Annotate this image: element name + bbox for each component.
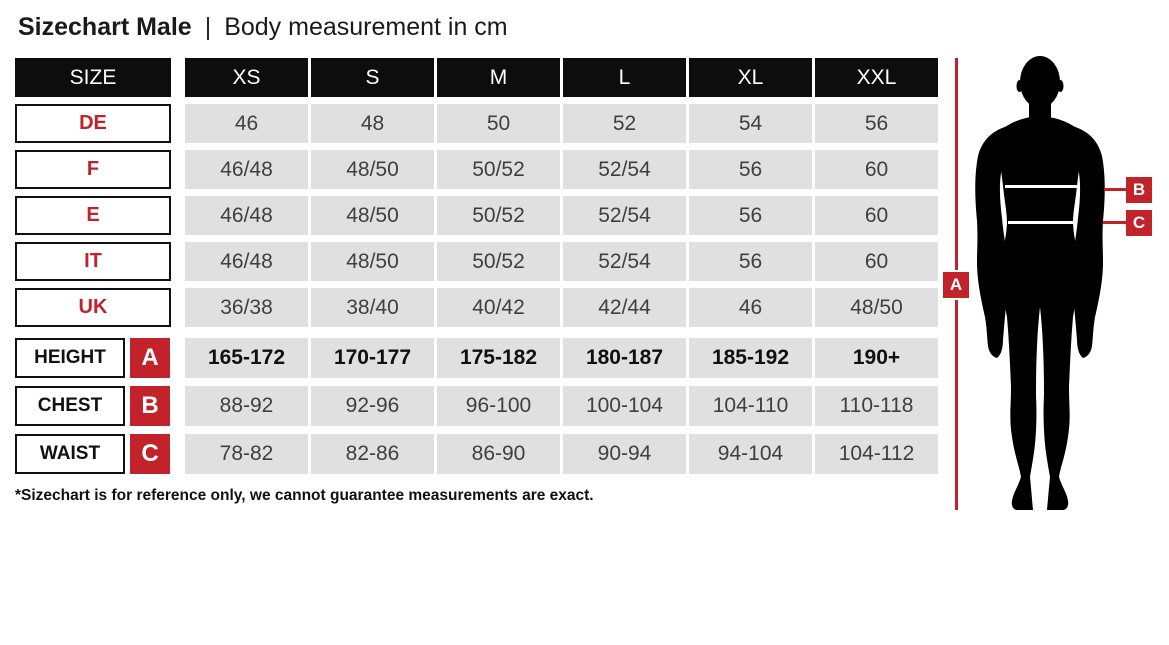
page-title <box>18 13 508 42</box>
silhouette-neck <box>1029 95 1051 119</box>
measure-cell: 104-110 <box>689 386 812 426</box>
header-cell-m: M <box>437 58 560 97</box>
footnote: *Sizechart is for reference only, we cannot guarantee measurements are exact. <box>15 487 594 504</box>
measure-cell: 86-90 <box>437 434 560 474</box>
header-cell-s: S <box>311 58 434 97</box>
size-label-it: IT <box>15 242 171 281</box>
size-cell: 56 <box>689 150 812 189</box>
measure-cell: 100-104 <box>563 386 686 426</box>
measure-rows <box>15 338 938 474</box>
size-label-wrap <box>15 288 182 327</box>
measure-label-wrap <box>15 338 182 378</box>
measure-cell: 170-177 <box>311 338 434 378</box>
size-label-wrap <box>15 196 182 235</box>
size-label-e: E <box>15 196 171 235</box>
size-row-f <box>15 150 938 189</box>
measure-badge-b: B <box>130 386 170 426</box>
size-cell: 56 <box>689 196 812 235</box>
size-cell: 36/38 <box>185 288 308 327</box>
size-cell: 50 <box>437 104 560 143</box>
title-main: Sizechart Male <box>18 13 192 41</box>
measure-row-waist <box>15 434 938 474</box>
size-cell: 48/50 <box>815 288 938 327</box>
header-cell-xxl: XXL <box>815 58 938 97</box>
measure-cell: 88-92 <box>185 386 308 426</box>
measure-cell: 92-96 <box>311 386 434 426</box>
size-label-wrap <box>15 150 182 189</box>
measure-label-wrap <box>15 386 182 426</box>
size-cell: 56 <box>815 104 938 143</box>
silhouette-ear-left <box>1017 80 1023 92</box>
size-label-wrap <box>15 104 182 143</box>
size-cell: 48/50 <box>311 150 434 189</box>
measure-badge-a: A <box>130 338 170 378</box>
measure-cell: 165-172 <box>185 338 308 378</box>
header-cell-xl: XL <box>689 58 812 97</box>
size-label-f: F <box>15 150 171 189</box>
silhouette-torso-legs <box>997 116 1083 510</box>
size-label-uk: UK <box>15 288 171 327</box>
waist-connector-line <box>1103 221 1128 224</box>
measure-row-chest <box>15 386 938 426</box>
figure-badge-c: C <box>1126 210 1152 236</box>
measure-cell: 180-187 <box>563 338 686 378</box>
measure-cell: 175-182 <box>437 338 560 378</box>
measure-label-waist: WAIST <box>15 434 125 474</box>
size-label-de: DE <box>15 104 171 143</box>
figure-badge-a: A <box>941 270 971 300</box>
measure-badge-c: C <box>130 434 170 474</box>
size-cell: 46/48 <box>185 196 308 235</box>
header-cell-xs: XS <box>185 58 308 97</box>
size-cell: 54 <box>689 104 812 143</box>
silhouette-ear-right <box>1058 80 1064 92</box>
title-separator: | <box>204 13 212 41</box>
size-cell: 52/54 <box>563 150 686 189</box>
size-cell: 52/54 <box>563 196 686 235</box>
size-cell: 56 <box>689 242 812 281</box>
measure-cell: 110-118 <box>815 386 938 426</box>
measure-cell: 185-192 <box>689 338 812 378</box>
figure-badge-b: B <box>1126 177 1152 203</box>
size-row-de <box>15 104 938 143</box>
measure-label-wrap <box>15 434 182 474</box>
size-cell: 46 <box>689 288 812 327</box>
measure-cell: 78-82 <box>185 434 308 474</box>
chest-measure-line <box>1005 185 1077 188</box>
size-cell: 42/44 <box>563 288 686 327</box>
chest-connector-line <box>1104 188 1128 191</box>
table-header-row <box>15 58 938 97</box>
measure-cell: 94-104 <box>689 434 812 474</box>
measure-cell: 190+ <box>815 338 938 378</box>
size-row-uk <box>15 288 938 327</box>
size-cell: 38/40 <box>311 288 434 327</box>
size-cell: 50/52 <box>437 242 560 281</box>
size-cell: 52 <box>563 104 686 143</box>
size-row-it <box>15 242 938 281</box>
header-cell-l: L <box>563 58 686 97</box>
size-cell: 48/50 <box>311 242 434 281</box>
sizechart-table <box>15 58 938 505</box>
size-rows <box>15 104 938 327</box>
measure-cell: 104-112 <box>815 434 938 474</box>
size-cell: 60 <box>815 242 938 281</box>
male-silhouette <box>965 55 1115 515</box>
size-cell: 50/52 <box>437 196 560 235</box>
title-subtitle: Body measurement in cm <box>224 13 508 41</box>
measure-cell: 96-100 <box>437 386 560 426</box>
size-cell: 60 <box>815 150 938 189</box>
measure-row-height <box>15 338 938 378</box>
size-cell: 46/48 <box>185 242 308 281</box>
size-cell: 60 <box>815 196 938 235</box>
size-cell: 48/50 <box>311 196 434 235</box>
size-cell: 46 <box>185 104 308 143</box>
size-row-e <box>15 196 938 235</box>
size-cell: 40/42 <box>437 288 560 327</box>
size-cell: 52/54 <box>563 242 686 281</box>
header-size-wrap <box>15 58 182 97</box>
measure-cell: 82-86 <box>311 434 434 474</box>
size-cell: 46/48 <box>185 150 308 189</box>
size-label-wrap <box>15 242 182 281</box>
size-cell: 48 <box>311 104 434 143</box>
header-cell-size: SIZE <box>15 58 171 97</box>
measure-label-chest: CHEST <box>15 386 125 426</box>
size-cell: 50/52 <box>437 150 560 189</box>
measure-cell: 90-94 <box>563 434 686 474</box>
measure-label-height: HEIGHT <box>15 338 125 378</box>
waist-measure-line <box>1008 221 1074 224</box>
